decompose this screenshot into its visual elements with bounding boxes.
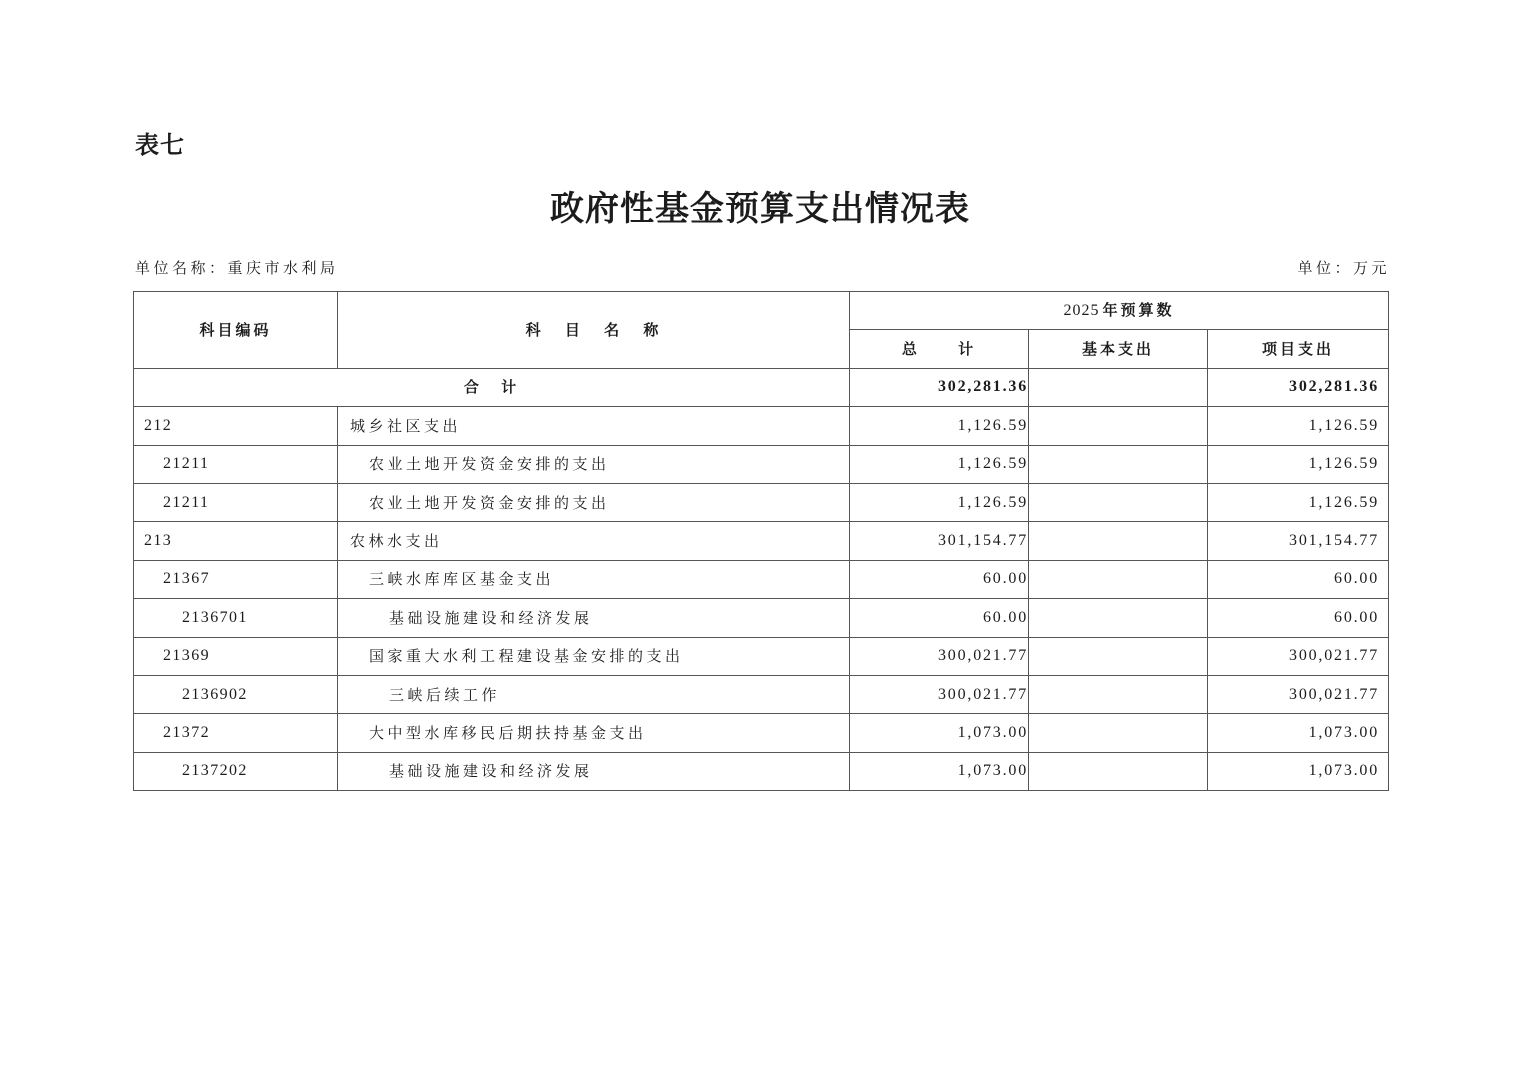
name-cell: 城乡社区支出 [338,407,850,445]
basic-cell [1029,483,1208,521]
name-cell: 农林水支出 [338,522,850,560]
table-row [134,637,1389,675]
summary-label: 合 计 [134,368,850,406]
basic-cell [1029,407,1208,445]
basic-cell [1029,714,1208,752]
code-cell: 21211 [134,445,338,483]
basic-cell [1029,445,1208,483]
table-row [134,483,1389,521]
code-cell: 213 [134,522,338,560]
table-row [134,407,1389,445]
total-cell: 1,073.00 [850,714,1029,752]
summary-row [134,368,1389,406]
total-cell: 60.00 [850,599,1029,637]
table-row [134,445,1389,483]
name-cell: 国家重大水利工程建设基金安排的支出 [338,637,850,675]
table-row [134,560,1389,598]
name-cell: 三峡后续工作 [338,675,850,713]
total-cell: 1,073.00 [850,752,1029,790]
project-cell: 1,126.59 [1208,407,1389,445]
name-cell: 大中型水库移民后期扶持基金支出 [338,714,850,752]
header-name: 科 目 名 称 [338,292,850,369]
header-budget-label: 年预算数 [1102,301,1175,320]
basic-cell [1029,522,1208,560]
header-code: 科目编码 [134,292,338,369]
basic-cell [1029,637,1208,675]
basic-cell [1029,599,1208,637]
project-cell: 300,021.77 [1208,675,1389,713]
table-row [134,675,1389,713]
currency-unit: 单位：万元 [1297,259,1390,277]
header-budget-group [850,292,1389,330]
header-row [134,292,1389,330]
total-cell: 300,021.77 [850,637,1029,675]
total-cell: 60.00 [850,560,1029,598]
name-cell: 三峡水库库区基金支出 [338,560,850,598]
summary-project: 302,281.36 [1208,368,1389,406]
code-cell: 2137202 [134,752,338,790]
project-cell: 301,154.77 [1208,522,1389,560]
project-cell: 60.00 [1208,599,1389,637]
header-total: 总 计 [850,330,1029,368]
code-cell: 2136902 [134,675,338,713]
code-cell: 212 [134,407,338,445]
unit-name: 单位名称：重庆市水利局 [135,259,339,277]
header-basic: 基本支出 [1029,330,1208,368]
basic-cell [1029,560,1208,598]
code-cell: 21211 [134,483,338,521]
budget-table [133,291,1389,791]
project-cell: 1,126.59 [1208,483,1389,521]
table-row [134,752,1389,790]
total-cell: 300,021.77 [850,675,1029,713]
name-cell: 基础设施建设和经济发展 [338,599,850,637]
code-cell: 21369 [134,637,338,675]
total-cell: 301,154.77 [850,522,1029,560]
total-cell: 1,126.59 [850,445,1029,483]
project-cell: 300,021.77 [1208,637,1389,675]
basic-cell [1029,752,1208,790]
project-cell: 1,073.00 [1208,752,1389,790]
project-cell: 60.00 [1208,560,1389,598]
name-cell: 农业土地开发资金安排的支出 [338,445,850,483]
header-budget-year: 2025 [1063,302,1100,320]
table-row [134,714,1389,752]
name-cell: 基础设施建设和经济发展 [338,752,850,790]
table-row [134,522,1389,560]
code-cell: 21372 [134,714,338,752]
summary-total: 302,281.36 [850,368,1029,406]
total-cell: 1,126.59 [850,483,1029,521]
project-cell: 1,126.59 [1208,445,1389,483]
table-number-label: 表七 [135,131,185,159]
total-cell: 1,126.59 [850,407,1029,445]
header-project: 项目支出 [1208,330,1389,368]
code-cell: 21367 [134,560,338,598]
table-row [134,599,1389,637]
project-cell: 1,073.00 [1208,714,1389,752]
code-cell: 2136701 [134,599,338,637]
summary-basic [1029,368,1208,406]
basic-cell [1029,675,1208,713]
page-title: 政府性基金预算支出情况表 [550,189,970,229]
name-cell: 农业土地开发资金安排的支出 [338,483,850,521]
